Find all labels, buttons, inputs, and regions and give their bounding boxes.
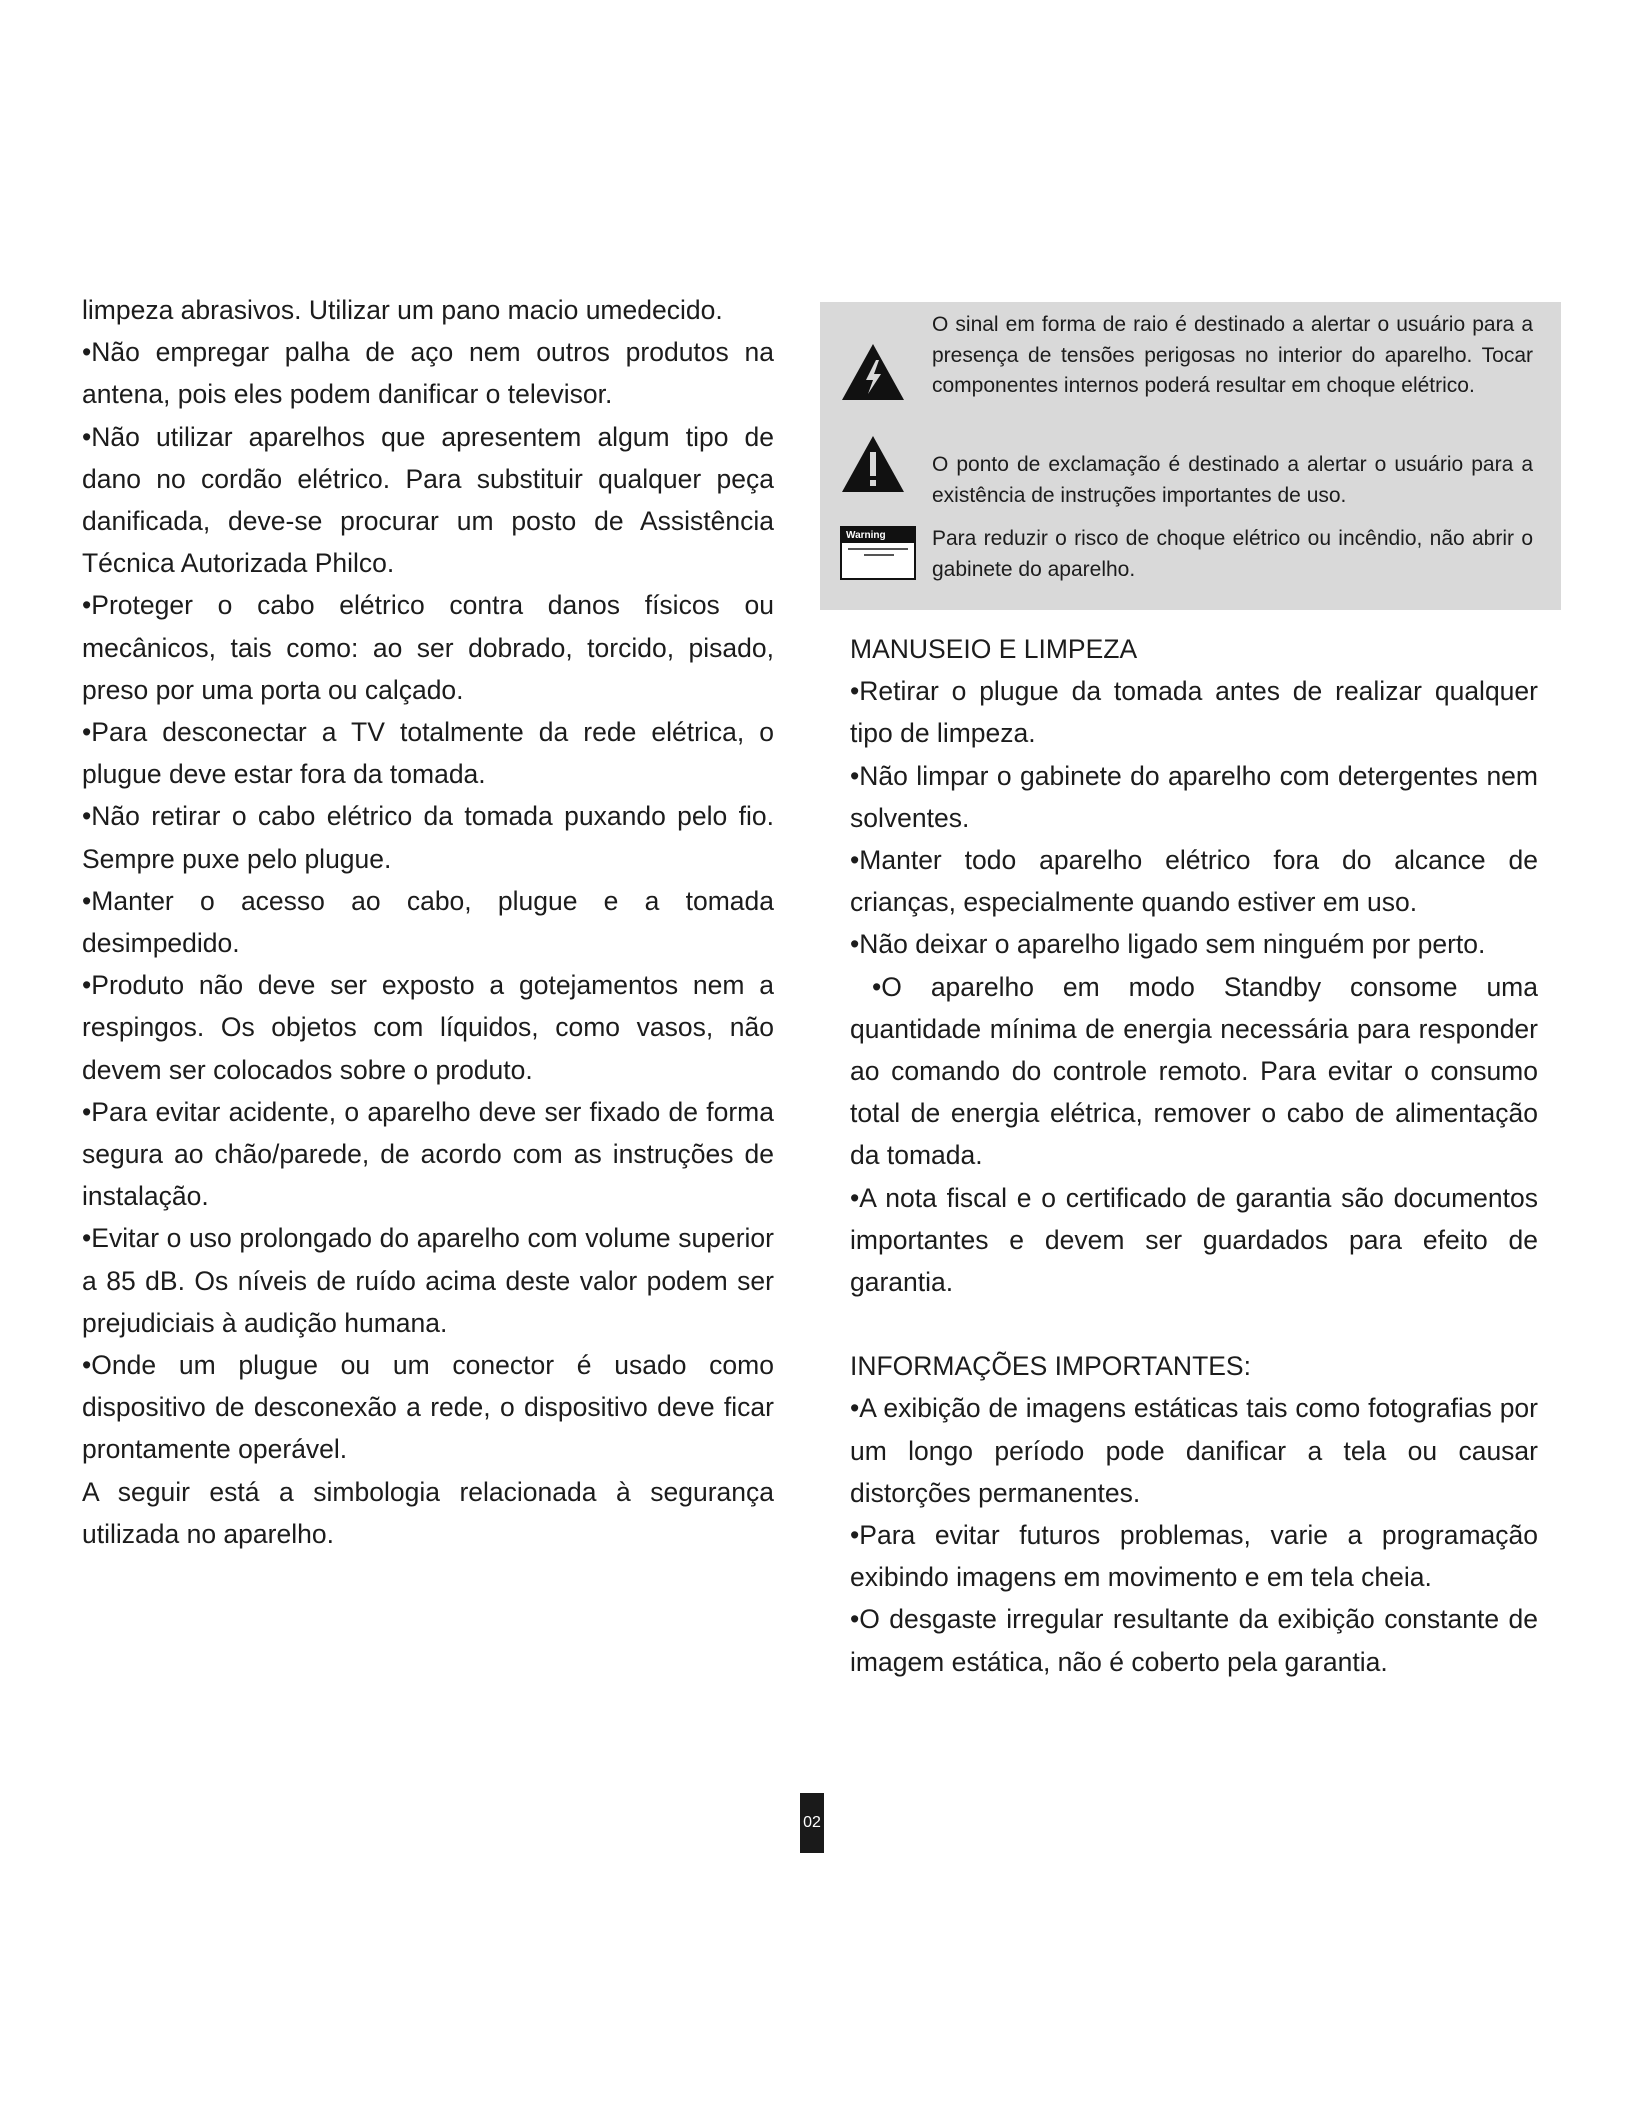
paragraph-static-images: •A exibição de imagens estáticas tais como fotografias por um longo período pode danificar a tela ou causar distorções permanentes. [850,1393,1538,1508]
paragraph-standby: •O aparelho em modo Standby consome uma quantidade mínima de energia necessária para responder ao comando do controle remoto. Para evitar o consumo total de energia elétrica, remover o cabo de alimentação da tomada. [850,971,1538,1171]
safety-symbols-box [820,302,1561,610]
paragraph-vary-programming: •Para evitar futuros problemas, varie a programação exibindo imagens em movimento e em tela cheia. [850,1520,1538,1593]
paragraph-symbology-intro: A seguir está a simbologia relacionada à segurança utilizada no aparelho. [82,1476,774,1549]
paragraph-disconnect-tv: •Para desconectar a TV totalmente da rede elétrica, o plugue deve estar fora da tomada. [82,717,774,790]
paragraph-children: •Manter todo aparelho elétrico fora do alcance de crianças, especialmente quando estiver em uso. [850,845,1538,918]
paragraph-protect-cable: •Proteger o cabo elétrico contra danos físicos ou mecânicos, tais como: ao ser dobrado, torcido, pisado, preso por uma porta ou calçado. [82,590,774,705]
paragraph-access-plug: •Manter o acesso ao cabo, plugue e a tomada desimpedido. [82,885,774,959]
paragraph-damaged-cord: •Não utilizar aparelhos que apresentem algum tipo de dano no cordão elétrico. Para substituir qualquer peça danificada, deve-se procurar um posto de Assistência Técnica Autorizada Philco. [82,421,774,579]
paragraph-uneven-wear: •O desgaste irregular resultante da exibição constante de imagem estática, não é coberto pela garantia. [850,1604,1538,1677]
exclamation-description: O ponto de exclamação é destinado a alertar o usuário para a existência de instruções importantes de uso. [932,453,1533,507]
paragraph-invoice: •A nota fiscal e o certificado de garantia são documentos importantes e devem ser guardados para efeito de garantia. [850,1182,1538,1298]
warning-description: Para reduzir o risco de choque elétrico ou incêndio, não abrir o gabinete do aparelho. [932,527,1533,581]
paragraph-volume: •Evitar o uso prolongado do aparelho com volume superior a 85 dB. Os níveis de ruído acima deste valor podem ser prejudiciais à audição humana. [82,1223,774,1338]
lightning-description: O sinal em forma de raio é destinado a alertar o usuário para a presença de tensões perigosas no interior do aparelho. Tocar componentes internos poderá resultar em choque elétrico. [932,313,1533,397]
paragraph-no-detergents: •Não limpar o gabinete do aparelho com detergentes nem solventes. [850,760,1538,833]
left-column [82,289,774,1555]
warning-label-title: Warning [842,528,914,543]
page-number: 02 [800,1793,824,1853]
paragraph-pull-plug: •Não retirar o cabo elétrico da tomada puxando pelo fio. Sempre puxe pelo plugue. [82,801,774,874]
paragraph-unattended: •Não deixar o aparelho ligado sem ninguém por perto. [850,929,1486,960]
info-heading: INFORMAÇÕES IMPORTANTES: [850,1351,1251,1382]
paragraph-disconnect-device: •Onde um plugue ou um conector é usado como dispositivo de desconexão a rede, o dispositivo deve ficar prontamente operável. [82,1350,774,1465]
paragraph-unplug: •Retirar o plugue da tomada antes de realizar qualquer tipo de limpeza. [850,676,1538,749]
warning-label-icon [840,526,916,580]
exclamation-warning-icon [840,434,906,499]
paragraph-steel-wool: •Não empregar palha de aço nem outros produtos na antena, pois eles podem danificar o televisor. [82,337,774,410]
paragraph-fixation: •Para evitar acidente, o aparelho deve ser fixado de forma segura ao chão/parede, de acordo com as instruções de instalação. [82,1096,774,1212]
paragraph-dripping: •Produto não deve ser exposto a gotejamentos nem a respingos. Os objetos com líquidos, como vasos, não devem ser colocados sobre o produto. [82,970,774,1085]
lightning-warning-icon [840,342,906,407]
right-column [850,628,1538,1683]
paragraph-abrasive-cleaning: limpeza abrasivos. Utilizar um pano macio umedecido. [82,295,723,325]
handling-heading: MANUSEIO E LIMPEZA [850,634,1138,664]
